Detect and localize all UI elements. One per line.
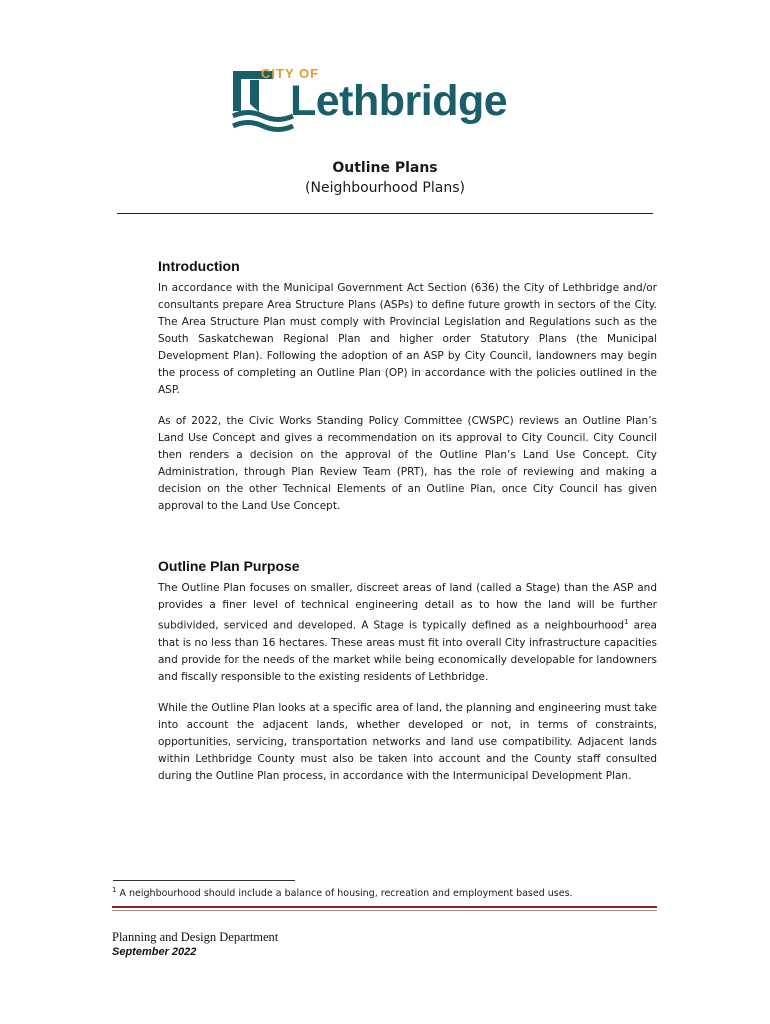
footnote-reference[interactable]: 1 (624, 618, 629, 626)
footnote (112, 886, 573, 899)
logo-city-of: CITY OF (261, 66, 320, 81)
footnote-divider (113, 880, 295, 881)
purpose-paragraph-1-part-b: area that is no less than 16 hectares. These areas must fit into overall City infrastructure capacities and provide for the needs of the market while being economically developable for landowners and fiscally responsible to the existing residents of Lethbridge. (158, 619, 657, 683)
page-title: Outline Plans (332, 160, 438, 176)
purpose-paragraph-1-part-a: The Outline Plan focuses on smaller, discreet areas of land (called a Stage) than the ASP and provides a finer level of technical engineering detail as to how the land will be further subdivided, serviced and developed. A Stage is typically defined as a neighbourhood (158, 582, 657, 632)
title-divider (117, 213, 653, 214)
logo-wordmark: Lethbridge (290, 77, 508, 125)
footer-department: Planning and Design Department (112, 930, 279, 944)
introduction-section (158, 258, 657, 529)
introduction-paragraph-1: In accordance with the Municipal Government Act Section (636) the City of Lethbridge and/or consultants prepare Area Structure Plans (ASPs) to define future growth in sectors of the City. The Area Structure Plan must comply with Provincial Legislation and Regulations such as the South Saskatchewan Regional Plan and higher order Statutory Plans (the Municipal Development Plan). Following the adoption of an ASP by City Council, landowners may begin the process of completing an Outline Plan (OP) in accordance with the policies outlined in the ASP. (158, 282, 657, 396)
purpose-paragraph-2: While the Outline Plan looks at a specific area of land, the planning and engineering must take into account the adjacent lands, whether developed or not, in terms of constraints, opportunities, servicing, transportation networks and land use compatibility. Adjacent lands within Lethbridge County must also be taken into account and the County staff consulted during the Outline Plan process, in accordance with the Intermunicipal Development Plan. (158, 701, 657, 782)
outline-plan-purpose-section (158, 558, 657, 799)
footnote-marker: 1 (112, 886, 117, 894)
page-subtitle: (Neighbourhood Plans) (305, 180, 465, 196)
footer-rule-secondary (112, 910, 657, 911)
city-logo (232, 66, 522, 136)
footer-date: September 2022 (112, 946, 197, 958)
introduction-paragraph-2: As of 2022, the Civic Works Standing Policy Committee (CWSPC) reviews an Outline Plan’s Land Use Concept and gives a recommendation on its approval to City Council. City Council then renders a decision on the approval of the Outline Plan’s Land Use Concept. City Administration, through Plan Review Team (PRT), has the role of reviewing and making a decision on the other Technical Elements of an Outline Plan, once City Council has given approval to the Land Use Concept. (158, 415, 657, 512)
purpose-heading: Outline Plan Purpose (158, 558, 300, 574)
purpose-paragraph-1 (158, 580, 657, 686)
introduction-heading: Introduction (158, 258, 240, 274)
footnote-text: A neighbourhood should include a balance of housing, recreation and employment based uses. (116, 888, 573, 900)
footer-rule (112, 906, 657, 908)
